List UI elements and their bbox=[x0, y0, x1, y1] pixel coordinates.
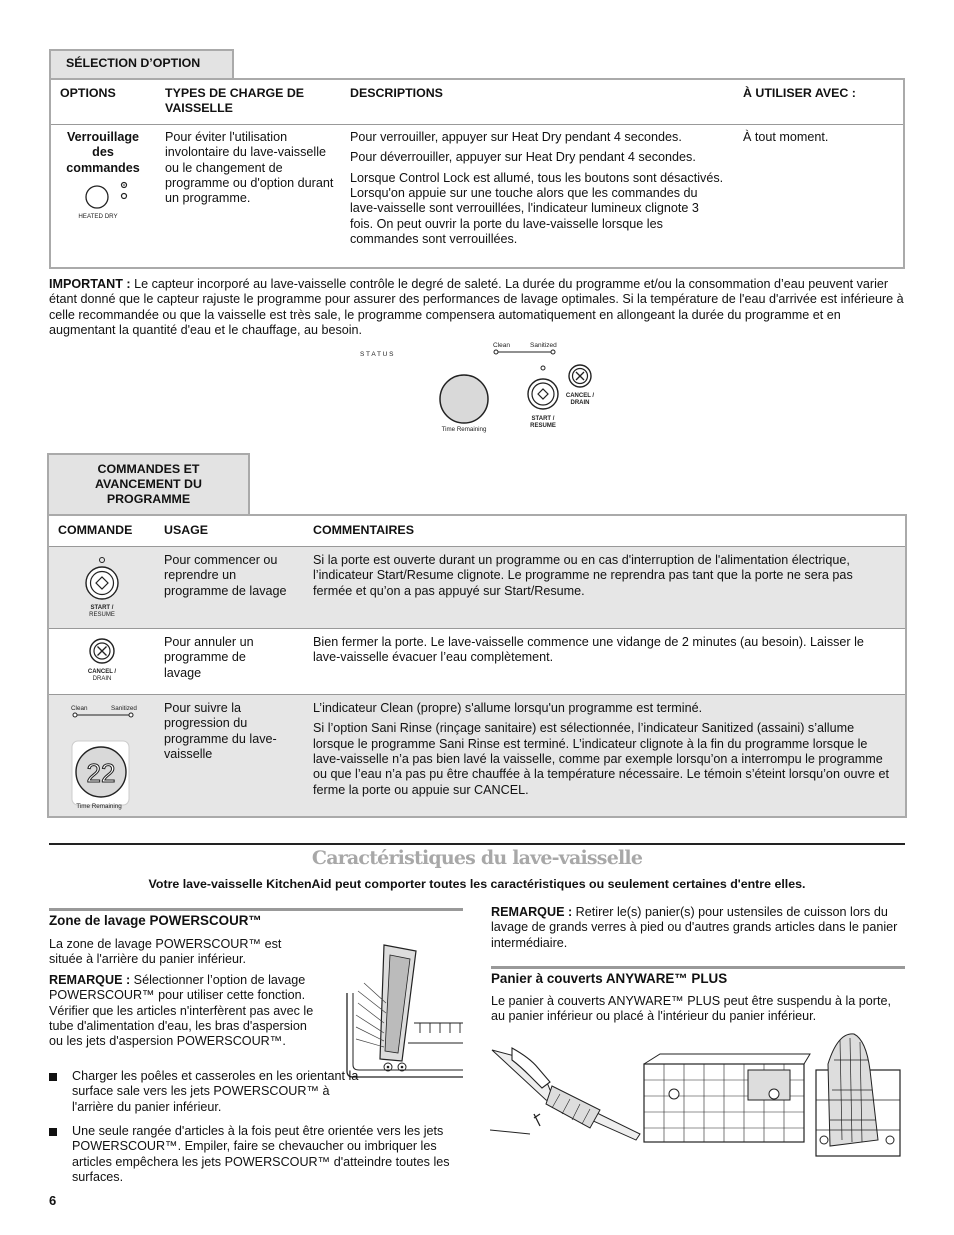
cancel-comments: Bien fermer la porte. Le lave-vaisselle commence une vidange de 2 minutes (au besoin). Laisser le lave-vaisselle évacuer l’eau complètement. bbox=[313, 635, 864, 665]
start-resume-label-1: START / bbox=[90, 605, 114, 611]
right-note bbox=[491, 905, 905, 951]
cancel-drain-label-1: CANCEL / bbox=[87, 669, 117, 675]
anyware-heading: Panier à couverts ANYWARE™ PLUS bbox=[491, 971, 728, 986]
features-divider bbox=[49, 843, 905, 845]
important-label: IMPORTANT : bbox=[49, 277, 131, 291]
right-note-label: REMARQUE : bbox=[491, 905, 573, 919]
option-table-tab bbox=[49, 49, 234, 80]
commands-header-command: COMMANDE bbox=[58, 523, 133, 537]
commands-table-tab bbox=[47, 453, 250, 516]
row-sanitized-label: Sanitized bbox=[111, 705, 137, 712]
powerscour-heading: Zone de lavage POWERSCOUR™ bbox=[49, 913, 262, 928]
status-start-label-2: RESUME bbox=[530, 423, 556, 429]
status-sanitized-label: Sanitized bbox=[530, 342, 557, 349]
option-header-descriptions: DESCRIPTIONS bbox=[350, 86, 443, 100]
row-time-remaining-label: Time Remaining bbox=[76, 803, 122, 810]
start-resume-label-2: RESUME bbox=[89, 612, 115, 618]
powerscour-rack-illustration bbox=[344, 943, 463, 1080]
status-label: S T A T U S bbox=[360, 351, 394, 358]
powerscour-note-label: REMARQUE : bbox=[49, 973, 131, 987]
option-table-tab-label: SÉLECTION D’OPTION bbox=[66, 56, 201, 70]
start-resume-button-illustration bbox=[77, 556, 127, 620]
row-clean-label: Clean bbox=[71, 705, 88, 712]
powerscour-bullet-2 bbox=[49, 1124, 464, 1185]
anyware-paragraph: Le panier à couverts ANYWARE™ PLUS peut être suspendu à la porte, au panier inférieur ou placé à l'intérieur du panier inférieur. bbox=[491, 994, 891, 1024]
commands-table bbox=[47, 514, 907, 818]
status-panel-illustration bbox=[355, 338, 605, 438]
status-time-remaining-label: Time Remaining bbox=[441, 426, 487, 433]
option-description-unlock: Pour déverrouiller, appuyer sur Heat Dry pendant 4 secondes. bbox=[350, 150, 696, 165]
option-header-options: OPTIONS bbox=[60, 86, 116, 100]
commands-row-cancel bbox=[49, 629, 905, 694]
commands-row-start bbox=[49, 547, 905, 628]
option-description-control-lock: Lorsque Control Lock est allumé, tous les boutons sont désactivés. Lorsqu'on appuie sur une touche alors que les commandes du lave-vaisselle sont verrouillées, l'indicateur lumineux clignote 3 fois. On peut ouvrir la porte du lave-vaisselle lorsque les commandes sont verrouillées. bbox=[350, 170, 724, 247]
bullet-square-icon bbox=[49, 1073, 57, 1081]
commands-table-tab-label: COMMANDES ET AVANCEMENT DU PROGRAMME bbox=[95, 462, 202, 507]
commands-row-status bbox=[49, 695, 905, 816]
powerscour-bullet-1-text: Charger les poêles et casseroles en les orientant la surface sale vers les jets POWERSCOUR™ à l'arrière du panier inférieur. bbox=[72, 1069, 359, 1114]
powerscour-paragraph: La zone de lavage POWERSCOUR™ est située à l'arrière du panier inférieur. bbox=[49, 937, 282, 967]
features-intro: Votre lave-vaisselle KitchenAid peut comporter toutes les caractéristiques ou seulement certaines d'entre elles. bbox=[148, 877, 806, 891]
anyware-basket-illustration bbox=[490, 1030, 904, 1160]
powerscour-bullet-2-text: Une seule rangée d'articles à la fois peut être orientée vers les jets POWERSCOUR™. Empiler, faire se chevaucher ou imbriquer les articles empêchera les jets POWERSCOUR™ d'atteindre toutes les surfaces. bbox=[72, 1124, 450, 1185]
cancel-drain-button-illustration bbox=[82, 638, 122, 688]
status-display-illustration bbox=[67, 703, 141, 811]
option-description-lock: Pour verrouiller, appuyer sur Heat Dry pendant 4 secondes. bbox=[350, 130, 682, 144]
option-header-load: TYPES DE CHARGE DE VAISSELLE bbox=[165, 86, 305, 116]
option-use-with: À tout moment. bbox=[743, 130, 829, 144]
option-descriptions bbox=[350, 130, 724, 253]
status-cancel-label-2: DRAIN bbox=[570, 400, 590, 406]
powerscour-note bbox=[49, 973, 317, 1050]
time-remaining-digits: 22 bbox=[86, 758, 116, 788]
option-header-use-with: À UTILISER AVEC : bbox=[743, 86, 856, 100]
option-name: Verrouillage des commandes bbox=[66, 130, 140, 175]
option-table bbox=[49, 78, 905, 269]
powerscour-bullet-1 bbox=[49, 1069, 369, 1115]
features-title: Caractéristiques du lave-vaisselle bbox=[311, 847, 643, 869]
right-note-text: Retirer le(s) panier(s) pour ustensiles de cuisson lors du lavage de grands verres à pied ou d'autres grands articles dans le panier intermédiaire. bbox=[491, 905, 898, 950]
status-usage: Pour suivre la progression du programme du lave-vaisselle bbox=[164, 701, 277, 762]
heated-dry-label: HEATED DRY bbox=[78, 213, 118, 220]
important-paragraph bbox=[49, 277, 905, 338]
start-usage: Pour commencer ou reprendre un programme de lavage bbox=[164, 553, 287, 598]
status-cancel-label-1: CANCEL / bbox=[565, 393, 595, 399]
page-number: 6 bbox=[49, 1193, 57, 1208]
status-comment-sanitized: Si l’option Sani Rinse (rinçage sanitaire) est sélectionnée, l’indicateur Sanitized (assaini) s’allume lorsque le programme Sani Rinse est terminé. L’indicateur clignote à la fin du programme lorsque le lave-vaisselle n’a pas bien lavé la vaisselle, comme par exemple lorsqu’on a interrompu le programme ou que l’eau n’a pas pu être chauffée à la température nécessaire. Le témoin s’éteint lorsqu’on ouvre et ferme la porte ou appuie sur CANCEL. bbox=[313, 721, 889, 797]
status-comment-clean: L’indicateur Clean (propre) s'allume lorsqu'un programme est terminé. bbox=[313, 701, 703, 715]
powerscour-heading-rule bbox=[49, 908, 463, 911]
start-comments: Si la porte est ouverte durant un programme ou en cas d'interruption de l'alimentation électrique, l’indicateur Start/Resume clignote. Le programme ne reprendra pas tant que la porte ne sera pas fermée et qu’on a pas appuyé sur Start/Resume. bbox=[313, 553, 853, 598]
heated-dry-button-illustration bbox=[77, 180, 137, 222]
cancel-usage: Pour annuler un programme de lavage bbox=[164, 635, 254, 680]
anyware-heading-rule bbox=[491, 966, 905, 969]
powerscour-bullets bbox=[49, 1069, 464, 1191]
option-load-text: Pour éviter l'utilisation involontaire du lave-vaisselle ou le changement de programme ou d'option durant un programme. bbox=[165, 130, 334, 206]
status-clean-label: Clean bbox=[493, 342, 510, 349]
cancel-drain-label-2: DRAIN bbox=[92, 676, 112, 682]
status-start-label-1: START / bbox=[531, 416, 555, 422]
status-comments bbox=[313, 701, 889, 803]
commands-header-comments: COMMENTAIRES bbox=[313, 523, 414, 537]
important-text: Le capteur incorporé au lave-vaisselle contrôle le degré de saleté. La durée du programme et/ou la consommation d’eau peuvent varier étant donné que le capteur rajuste le programme pour assurer des performances de lavage optimales. Si la température de l'eau d'arrivée est inférieure à celle recommandée ou que la vaisselle est très sale, le programme compensera automatiquement en allongeant la durée du programme et en augmentant la quantité d'eau et le chauffage, au besoin. bbox=[49, 277, 904, 338]
powerscour-note-text: Sélectionner l’option de lavage POWERSCOUR™ pour utiliser cette fonction. Vérifier que les articles n'interfèrent pas avec le tube d'alimentation d'eau, les bras d'aspersion ou les jets d'aspersion POWERSCOUR™. bbox=[49, 973, 314, 1049]
bullet-square-icon bbox=[49, 1128, 57, 1136]
commands-header-usage: USAGE bbox=[164, 523, 209, 537]
